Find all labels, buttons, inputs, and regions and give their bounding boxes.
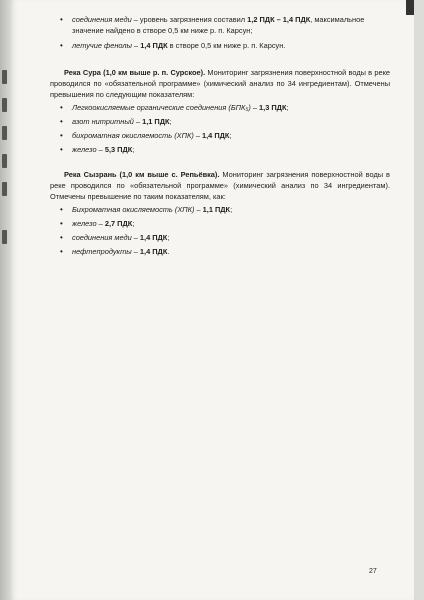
list-item: • Бихроматная окисляемость (ХПК) – 1,1 ПДК;	[50, 204, 390, 215]
list-item: • бихроматная окисляемость (ХПК) – 1,4 ПДК;	[50, 130, 390, 141]
indicator-list	[50, 102, 390, 155]
binding-hole	[2, 230, 7, 244]
section-heading: Река Сура (1,0 км выше р. п. Сурское).	[64, 68, 206, 77]
document-page	[10, 0, 414, 600]
document-body	[50, 14, 390, 260]
list-item: • азот нитритный – 1,1 ПДК;	[50, 116, 390, 127]
page-corner-mark	[406, 0, 414, 15]
section-paragraph: Река Сызрань (1,0 км выше с. Репьёвка). Мониторинг загрязнения поверхностной воды в реке проводился по «обязательной программе» (химический анализ по 34 ингредиентам). Отмечены превышение по таким показателям, как:	[50, 170, 390, 201]
list-item: • железо – 5,3 ПДК;	[50, 144, 390, 155]
binding-hole	[2, 126, 7, 140]
page-binding-edge	[0, 0, 10, 600]
list-item: • соединения меди – уровень загрязнения составил 1,2 ПДК – 1,4 ПДК, максимальное значение найдено в створе 0,5 км ниже р. п. Карсун;	[50, 14, 390, 36]
binding-hole	[2, 98, 7, 112]
list-item: • нефтепродукты – 1,4 ПДК.	[50, 246, 390, 257]
list-item: • летучие фенолы – 1,4 ПДК в створе 0,5 км ниже р. п. Карсун.	[50, 40, 390, 51]
list-item: • соединения меди – 1,4 ПДК;	[50, 232, 390, 243]
binding-hole	[2, 182, 7, 196]
indicator-list	[50, 204, 390, 257]
section-syzran	[50, 169, 390, 257]
section-heading: Река Сызрань (1,0 км выше с. Репьёвка).	[64, 170, 220, 179]
page-number: 27	[369, 568, 377, 575]
section-sura	[50, 67, 390, 155]
binding-hole	[2, 70, 7, 84]
list-item: • железо – 2,7 ПДК;	[50, 218, 390, 229]
list-item: • Легкоокисляемые органические соединения (БПК₅) – 1,3 ПДК;	[50, 102, 390, 113]
binding-hole	[2, 154, 7, 168]
section-paragraph: Река Сура (1,0 км выше р. п. Сурское). Мониторинг загрязнения поверхностной воды в реке проводился по «обязательной программе» (химический анализ по 34 ингредиентам). Отмечены превышения по следующим показателям:	[50, 68, 390, 99]
top-list	[50, 14, 390, 51]
